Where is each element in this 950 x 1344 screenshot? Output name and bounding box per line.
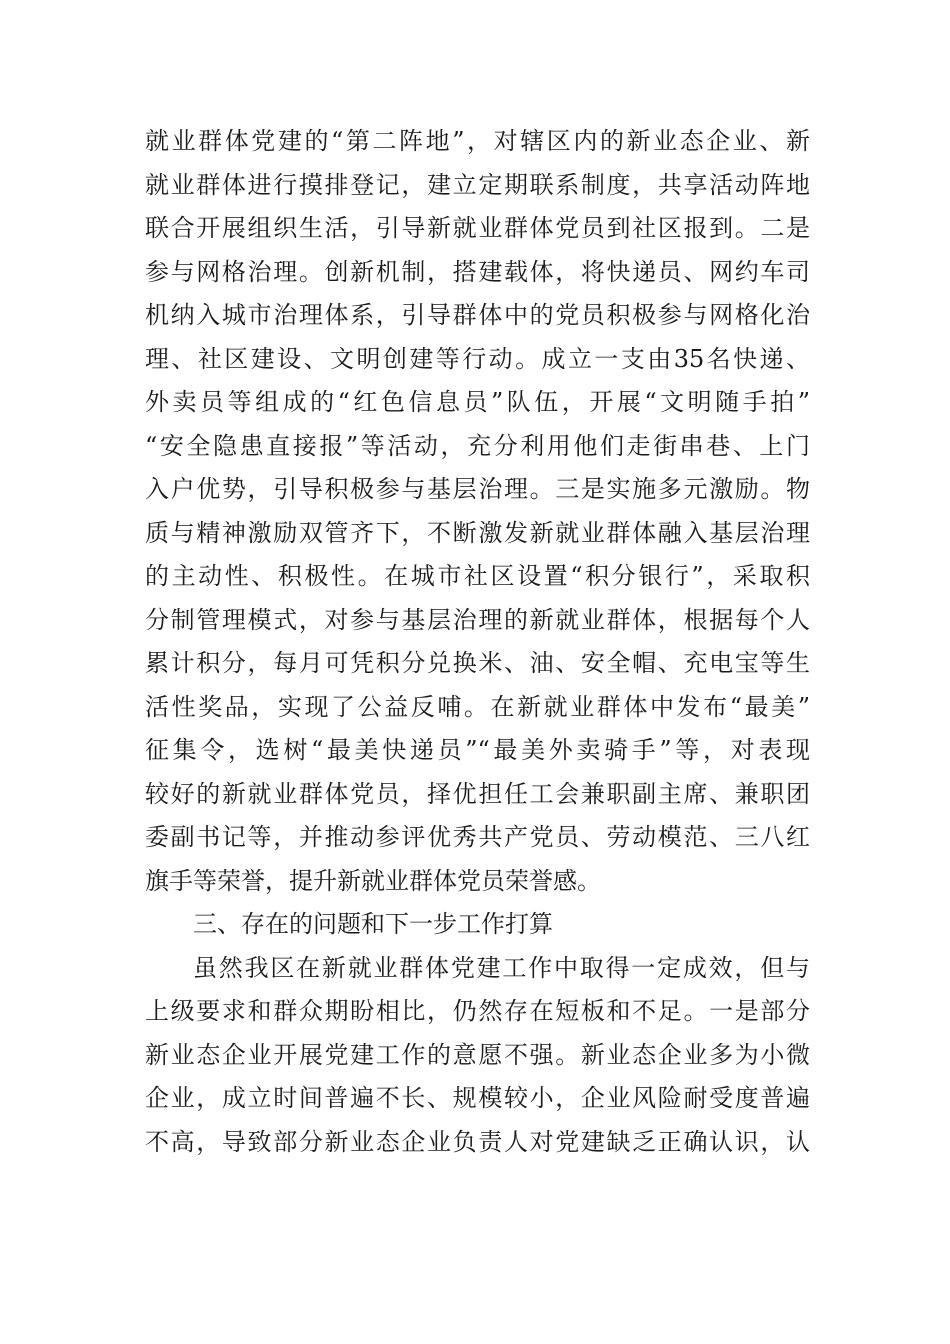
- text-line: 不高，导致部分新业态企业负责人对党建缺乏正确认识，认: [145, 1127, 810, 1156]
- text-line: 分制管理模式，对参与基层治理的新就业群体，根据每个人: [145, 605, 810, 634]
- text-line: 就业群体党建的“第二阵地”，对辖区内的新业态企业、新: [145, 127, 810, 155]
- section-heading: 三、存在的问题和下一步工作打算: [193, 910, 553, 938]
- text-line: 参与网格治理。创新机制，搭建载体，将快递员、网约车司: [145, 257, 810, 286]
- text-line: 机纳入城市治理体系，引导群体中的党员积极参与网格化治: [145, 301, 810, 329]
- text-line: 入户优势，引导积极参与基层治理。三是实施多元激励。物: [145, 475, 810, 503]
- text-line: 就业群体进行摸排登记，建立定期联系制度，共享活动阵地: [145, 170, 810, 199]
- text-line: 旗手等荣誉，提升新就业群体党员荣誉感。: [145, 866, 601, 895]
- document-body: [145, 120, 810, 1164]
- text-line: 累计积分，每月可凭积分兑换米、油、安全帽、充电宝等生: [145, 649, 810, 677]
- text-line: 征集令，选树“最美快递员”“最美外卖骑手”等，对表现: [145, 736, 810, 764]
- text-line: “安全隐患直接报”等活动，充分利用他们走街串巷、上门: [145, 431, 810, 460]
- text-line: 理、社区建设、文明创建等行动。成立一支由35名快递、: [145, 344, 810, 373]
- text-line: 活性奖品，实现了公益反哺。在新就业群体中发布“最美”: [145, 692, 810, 721]
- paragraph-1: [145, 120, 810, 903]
- text-line: 上级要求和群众期盼相比，仍然存在短板和不足。一是部分: [145, 997, 810, 1025]
- text-line: 外卖员等组成的“红色信息员”队伍，开展“文明随手拍”: [145, 388, 810, 416]
- text-line: 虽然我区在新就业群体党建工作中取得一定成效，但与: [193, 953, 810, 982]
- text-line: 的主动性、积极性。在城市社区设置“积分银行”，采取积: [145, 562, 810, 590]
- text-line: 联合开展组织生活，引导新就业群体党员到社区报到。二是: [145, 214, 810, 242]
- text-line: 新业态企业开展党建工作的意愿不强。新业态企业多为小微: [145, 1040, 810, 1069]
- text-line: 委副书记等，并推动参评优秀共产党员、劳动模范、三八红: [145, 823, 810, 851]
- text-line: 企业，成立时间普遍不长、规模较小，企业风险耐受度普遍: [145, 1084, 810, 1112]
- text-line: 质与精神激励双管齐下，不断激发新就业群体融入基层治理: [145, 518, 810, 547]
- text-line: 较好的新就业群体党员，择优担任工会兼职副主席、兼职团: [145, 779, 810, 808]
- paragraph-2: [145, 947, 810, 1165]
